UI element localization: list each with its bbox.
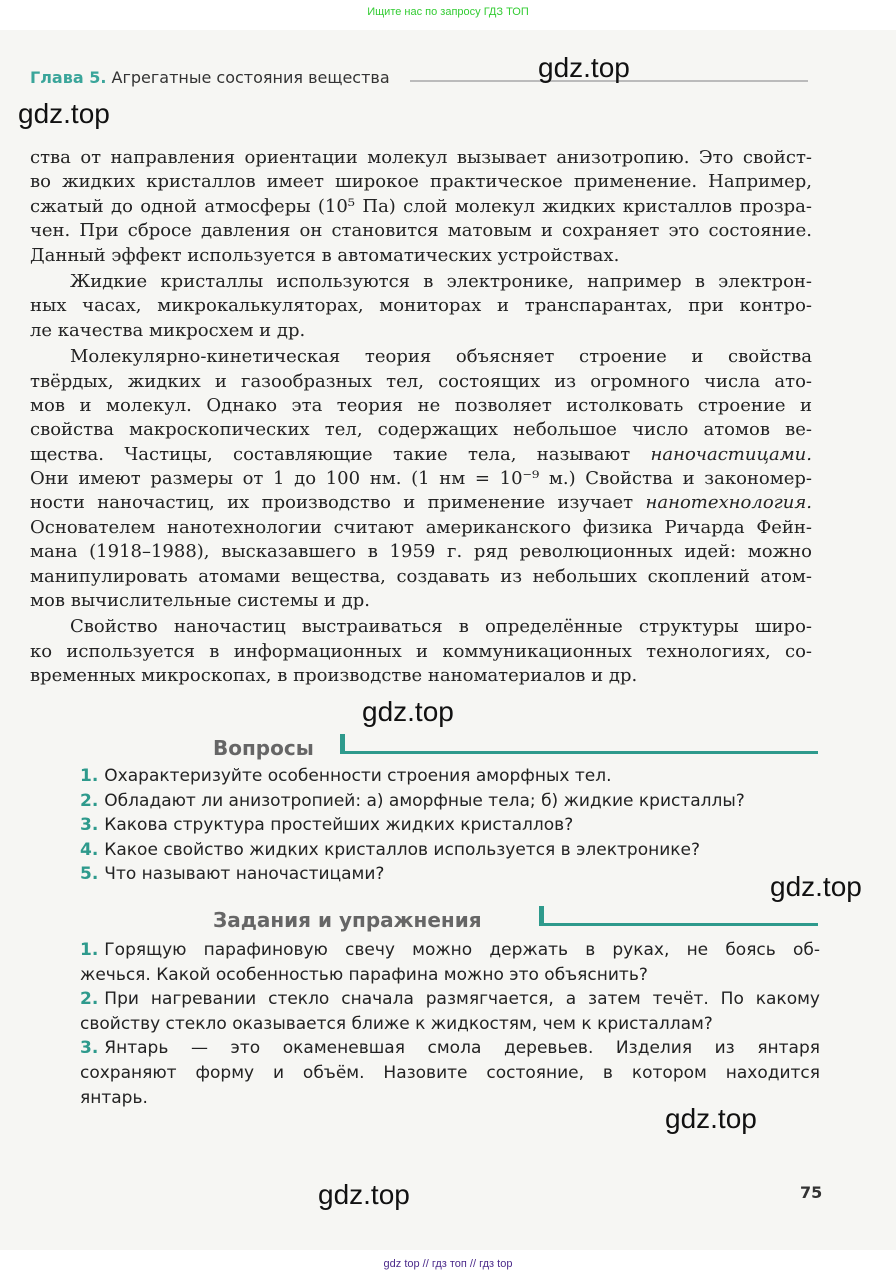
tasks-list — [80, 938, 820, 1110]
text-line — [30, 443, 812, 467]
line-text: ко используется в информационных и коммуникационных технологиях, со- — [30, 640, 812, 662]
text-line — [30, 319, 812, 343]
questions-heading: Вопросы — [213, 736, 314, 760]
task-text: свойству стекло оказывается ближе к жидкостям, чем к кристаллам? — [80, 1013, 713, 1034]
line-text: временных микроскопах, в производстве наноматериалов и др. — [30, 665, 638, 687]
line-text: твёрдых, жидких и газообразных тел, состоящих из огромного числа ато- — [30, 370, 812, 392]
line-text: ле качества микросхем и др. — [30, 319, 306, 341]
text-line — [30, 540, 812, 564]
task-line — [80, 963, 820, 988]
task-number: 3. — [80, 1038, 99, 1059]
paragraph — [30, 615, 812, 688]
text-line — [30, 170, 812, 194]
line-text: Свойство наночастиц выстраиваться в определённые структуры широ- — [70, 616, 812, 638]
line-text: Данный эффект используется в автоматических устройствах. — [30, 244, 620, 266]
task-line — [80, 938, 820, 963]
page-number: 75 — [800, 1183, 823, 1202]
paragraph — [30, 345, 812, 613]
text-line — [30, 345, 812, 369]
line-text: Жидкие кристаллы используются в электронике, например в электрон- — [70, 270, 812, 292]
task-item — [80, 1036, 820, 1110]
task-text: янтарь. — [80, 1087, 148, 1108]
text-line — [30, 394, 812, 418]
task-item — [80, 987, 820, 1036]
line-text: манипулировать атомами вещества, создавать из небольших скоплений атом- — [30, 565, 812, 587]
text-line — [30, 195, 812, 219]
line-text: мана (1918–1988), высказавшего в 1959 г. ряд революционных идей: можно — [30, 541, 812, 563]
line-text: сжатый до одной атмосферы (10⁵ Па) слой молекул жидких кристаллов прозра- — [30, 195, 812, 217]
question-item — [80, 862, 820, 887]
tasks-rule — [539, 923, 818, 926]
question-number: 1. — [80, 766, 99, 786]
text-line — [30, 270, 812, 294]
line-text: свойства макроскопических тел, содержащих небольшое число атомов ве- — [30, 419, 812, 441]
text-line — [30, 491, 812, 515]
line-text: ства от направления ориентации молекул вызывает анизотропию. Это свойст- — [30, 147, 812, 168]
question-item — [80, 813, 820, 838]
line-text: ных часах, микрокалькуляторах, мониторах и транспарантах, при контро- — [30, 295, 812, 317]
text-line — [30, 294, 812, 318]
line-text: мов вычислительные системы и др. — [30, 590, 370, 612]
text-line — [30, 146, 812, 170]
line-text: Молекулярно-кинетическая теория объясняет строение и свойства — [70, 346, 812, 368]
emphasized-term: нанотехнология. — [645, 492, 812, 514]
question-item — [80, 789, 820, 814]
text-line — [30, 418, 812, 442]
chapter-number: Глава 5. — [30, 68, 107, 87]
question-number: 4. — [80, 839, 99, 860]
chapter-title: Агрегатные состояния вещества — [111, 68, 390, 87]
task-text: Янтарь — это окаменевшая смола деревьев. Изделия из янтаря — [104, 1038, 820, 1059]
watermark: gdz.top — [18, 98, 110, 129]
question-text: Какое свойство жидких кристаллов используется в электронике? — [104, 839, 701, 860]
text-line — [30, 370, 812, 394]
question-item — [80, 838, 820, 863]
line-text: во жидких кристаллов имеет широкое практическое применение. Например, — [30, 171, 812, 193]
emphasized-term: наночастицами. — [650, 443, 812, 465]
task-line — [80, 1036, 820, 1061]
question-number: 5. — [80, 864, 99, 884]
text-line — [30, 664, 812, 688]
question-text: Обладают ли анизотропией: а) аморфные тела; б) жидкие кристаллы? — [104, 790, 745, 811]
text-line — [30, 219, 812, 243]
line-text: щества. Частицы, составляющие такие тела, называют — [30, 443, 651, 465]
paragraph — [30, 270, 812, 343]
watermark: gdz.top — [538, 52, 630, 83]
footer-links[interactable]: gdz top // гдз топ // гдз top — [383, 1258, 513, 1270]
line-text: чен. При сбросе давления он становится матовым и сохраняет это состояние. — [30, 220, 812, 242]
text-line — [30, 589, 812, 613]
question-number: 2. — [80, 790, 99, 811]
task-line — [80, 1012, 820, 1037]
watermark: gdz.top — [770, 871, 862, 902]
line-text: ности наночастиц, их производство и применение изучает — [30, 492, 646, 514]
task-number: 2. — [80, 989, 99, 1010]
task-line — [80, 987, 820, 1012]
task-text: жечься. Какой особенностью парафина можно это объяснить? — [80, 964, 648, 985]
question-item — [80, 764, 820, 789]
question-text: Охарактеризуйте особенности строения аморфных тел. — [104, 766, 612, 786]
task-line — [80, 1061, 820, 1086]
search-banner[interactable]: Ищите нас по запросу ГДЗ ТОП — [367, 6, 529, 18]
watermark: gdz.top — [665, 1103, 757, 1134]
paragraph — [30, 146, 812, 268]
text-line — [30, 244, 812, 268]
questions-rule — [340, 751, 818, 754]
line-text: Они имеют размеры от 1 до 100 нм. (1 нм = 10⁻⁹ м.) Свойства и закономер- — [30, 468, 812, 490]
line-text: мов и молекул. Однако эта теория не позволяет истолковать строение и — [30, 394, 812, 416]
text-line — [30, 467, 812, 491]
task-text: При нагревании стекло сначала размягчается, а затем течёт. По какому — [104, 989, 820, 1010]
question-text: Что называют наночастицами? — [104, 864, 385, 884]
task-item — [80, 938, 820, 987]
text-line — [30, 516, 812, 540]
tasks-heading: Задания и упражнения — [213, 908, 482, 932]
text-line — [30, 615, 812, 639]
question-text: Какова структура простейших жидких кристаллов? — [104, 815, 574, 835]
watermark: gdz.top — [318, 1179, 410, 1210]
body-text — [30, 146, 812, 691]
text-line — [30, 640, 812, 664]
task-number: 1. — [80, 940, 99, 960]
chapter-header — [30, 68, 390, 87]
question-number: 3. — [80, 815, 99, 835]
task-text: Горящую парафиновую свечу можно держать в руках, не боясь об- — [104, 940, 820, 960]
line-text: Основателем нанотехнологии считают американского физика Ричарда Фейн- — [30, 516, 812, 538]
task-text: сохраняют форму и объём. Назовите состояние, в котором находится — [80, 1062, 820, 1083]
questions-list — [80, 764, 820, 887]
watermark: gdz.top — [362, 696, 454, 727]
text-line — [30, 565, 812, 589]
